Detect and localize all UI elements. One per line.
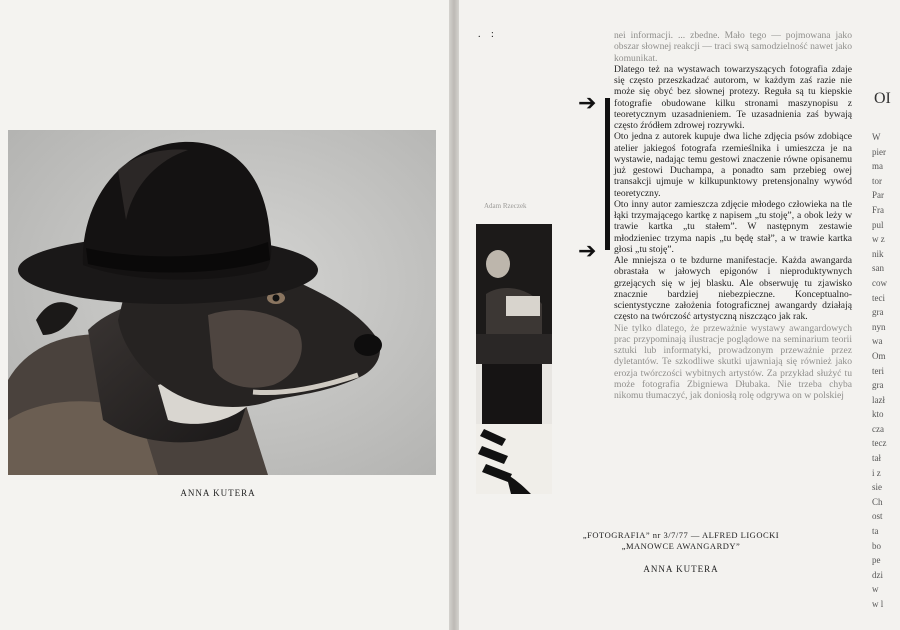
next-page-heading-edge: OI [874,90,891,107]
edge-text-line: tecz [872,438,887,449]
dog-photo-drawing [8,130,436,475]
edge-text-line: wa [872,336,883,347]
article-paragraph: Ale mniejsza o te bzdurne manifestacje. Każda awangarda obrastała w jałowych epigonów i nieproduktywnych grzejących się w jej blasku. Ale obserwuję tu zjawisko znacznie bardziej niebezpieczne. Konceptualno-scientystyczne założenia fotograficznej awangardy działają często na twórczość artystyczną niszcząco jak rak. [614,255,852,323]
edge-text-line: ma [872,161,883,172]
edge-text-line: nyn [872,321,886,332]
article-paragraph: Oto jedna z autorek kupuje dwa liche zdjęcia psów zdobiące atelier jakiegoś fotografa rzemieślnika i umieszcza je na wystawie, nadając temu gestowi znaczenie równe opisanemu już gestowi Duchampa, a ponadto sam przebieg owej transakcji ujmuje w kilkupunktowy pretensjonalny wywód teoretyczny. [614,131,852,199]
edge-text-line: dzi [872,569,883,580]
edge-text-line: pe [872,555,881,566]
edge-text-line: lazł [872,394,885,405]
article-paragraph: nei informacji. ... zbedne. Mało tego — pojmowana jako obszar słownej reakcji — traci swą samodzielność nawet jako komunikat. [614,30,852,64]
edge-text-line: bo [872,540,881,551]
article-text [614,30,852,401]
article-source [556,530,806,552]
edge-text-line: sie [872,482,882,493]
edge-text-line: teci [872,292,885,303]
left-page [0,0,449,630]
edge-text-line: tał [872,453,881,464]
edge-text-line: cza [872,423,884,434]
edge-text-line: pier [872,146,886,157]
next-page-text-edge [872,130,900,612]
edge-text-line: gra [872,307,884,318]
edge-text-line: teri [872,365,884,376]
edge-text-line: pul [872,219,884,230]
edge-text-line: W [872,132,881,142]
edge-text-line: Ch [872,496,883,507]
edge-text-line: cow [872,277,887,288]
article-paragraph: Oto inny autor zamieszcza zdjęcie młodego człowieka na tle łąki trzymającego kartkę z napisem „tu stoję”, a obok leży w trawie kartka „tu stałem”. W następnym zestawie młodzieniec trzyma napis „tu będę stał”, a w trawie kartka głosi „tu stoję”. [614,198,852,255]
edge-text-line: san [872,263,884,274]
edge-text-line: nik [872,248,884,259]
decorative-dots: . : [478,29,498,40]
margin-arrow-icon: ➔ [578,238,597,263]
edge-text-line: Par [872,190,884,201]
margin-arrow-icon: ➔ [578,90,597,115]
photo-strip-drawing [476,224,552,494]
dog-in-bowler-hat-photo [8,130,436,475]
article-paragraph: Dlatego też na wystawach towarzyszących fotografia zdaje się często przeszkadzać autorom, w każdym zaś razie nie może się obyć bez słownej protezy. Reguła są tu kiepskie fotografie obudowane kilku stronami maszynopisu z teoretycznym uzasadnieniem. Te uzasadnienia zaś bywają często źródłem zdrowej rozrywki. [614,63,852,131]
edge-text-line: w z [872,234,885,245]
edge-text-line: kto [872,409,884,420]
source-line-2: „MANOWCE AWANGARDY” [621,541,741,551]
page-gutter [449,0,459,630]
edge-text-line: Om [872,350,886,361]
article-paragraph: Nie tylko dlatego, że przeważnie wystawy awangardowych prac przypominają ilustracje poglądowe na seminarium teorii sztuki lub informatyki, prowadzonym przeważnie przez dyletantów. Te szkodliwe skutki ujawniają się również jako erozja twórczości wybitnych artystów. Za przykład służyć tu może fotografia Zbigniewa Dłubaka. Nie trzeba chyba nikomu tłumaczyć, jak doniosłą rolę odgrywa on w polskiej [614,322,852,401]
edge-text-line: ost [872,511,883,522]
faded-author-name: Adam Rzeczek [484,202,527,210]
margin-highlight-bar [605,98,610,250]
photo-strip [476,224,552,494]
left-photo-caption: ANNA KUTERA [180,488,256,498]
edge-text-line: ta [872,526,879,537]
edge-text-line: i z [872,467,881,478]
right-page-caption: ANNA KUTERA [643,564,719,574]
edge-text-line: gra [872,380,884,391]
edge-text-line: Fra [872,204,884,215]
source-line-1: „FOTOGRAFIA” nr 3/7/77 — ALFRED LIGOCKI [582,530,780,540]
edge-text-line: tor [872,175,882,186]
edge-text-line: w [872,584,879,595]
edge-text-line: w l [872,599,884,609]
